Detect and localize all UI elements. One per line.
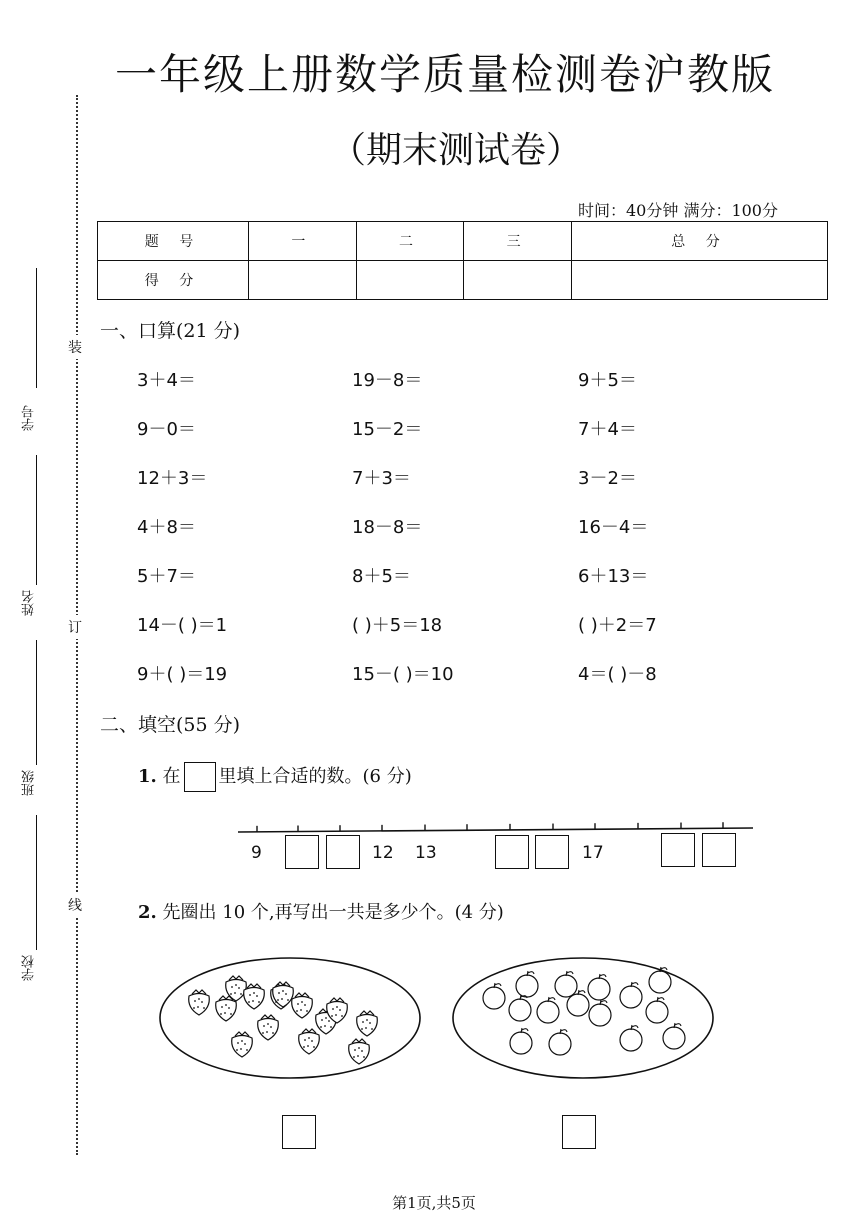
name-line — [36, 455, 37, 585]
arithmetic-item: 5＋7＝ — [137, 566, 196, 587]
arithmetic-item: 15－( )＝10 — [352, 664, 454, 685]
time-score-info: 时间：40分钟 满分：100分 — [578, 201, 778, 220]
page-subtitle: （期末测试卷） — [330, 130, 583, 171]
apple-icon — [516, 971, 538, 997]
strawberry-icon — [189, 990, 210, 1015]
apple-icon — [549, 1029, 571, 1055]
apple-icon — [483, 983, 505, 1009]
arithmetic-item: ( )＋2＝7 — [578, 615, 657, 636]
number-line-label: 17 — [582, 843, 604, 863]
number-line-answer-box[interactable] — [702, 833, 736, 867]
arithmetic-item: 9＋5＝ — [578, 370, 637, 391]
arithmetic-item: 8＋5＝ — [352, 566, 411, 587]
name-label: 姓名 — [22, 590, 37, 616]
apple-icon — [646, 997, 668, 1023]
student-id-label: 学号 — [22, 405, 37, 431]
apple-icon — [588, 974, 610, 1000]
question-1-text-post: 里填上合适的数。(6 分) — [218, 766, 412, 787]
score-table-row — [98, 222, 828, 261]
page-title: 一年级上册数学质量检测卷沪教版 — [115, 50, 776, 99]
arithmetic-item: 6＋13＝ — [578, 566, 649, 587]
number-line-answer-box[interactable] — [495, 835, 529, 869]
question-2 — [138, 898, 504, 924]
strawberry-icon — [258, 1015, 279, 1040]
school-line — [36, 815, 37, 950]
score-input-cell[interactable] — [464, 261, 572, 300]
arithmetic-item: 4＝( )－8 — [578, 664, 657, 685]
arithmetic-item: 12＋3＝ — [137, 468, 208, 489]
number-line-answer-box[interactable] — [661, 833, 695, 867]
score-header-cell: 题 号 — [98, 222, 249, 261]
apple-count-box[interactable] — [562, 1115, 596, 1149]
school-label: 学校 — [22, 955, 37, 981]
fruit-plates — [155, 955, 725, 1095]
apple-icon — [509, 995, 531, 1021]
question-2-text: 先圈出 10 个,再写出一共是多少个。(4 分) — [162, 902, 504, 923]
score-label-cell: 得 分 — [98, 261, 249, 300]
student-id-line — [36, 268, 37, 388]
apple-icon — [620, 1025, 642, 1051]
page-footer: 第1页,共5页 — [392, 1194, 476, 1212]
question-1 — [138, 762, 412, 792]
apple-group — [483, 967, 685, 1055]
number-line-label: 9 — [251, 843, 262, 863]
number-line-axis — [238, 828, 753, 832]
strawberry-icon — [299, 1029, 320, 1054]
strawberry-plate — [160, 958, 420, 1078]
binding-char-ding: 订 — [68, 615, 82, 639]
strawberry-icon — [292, 993, 313, 1018]
section1-heading: 一、口算(21 分) — [100, 320, 241, 342]
strawberry-icon — [232, 1032, 253, 1057]
arithmetic-item: 14－( )＝1 — [137, 615, 228, 636]
example-box — [184, 762, 216, 792]
number-line-label: 13 — [415, 843, 437, 863]
binding-char-xian: 线 — [68, 893, 82, 917]
arithmetic-item: 3－2＝ — [578, 468, 637, 489]
binding-char-zhuang: 装 — [68, 335, 82, 359]
apple-icon — [589, 1000, 611, 1026]
arithmetic-item: 18－8＝ — [352, 517, 423, 538]
number-line-answer-box[interactable] — [285, 835, 319, 869]
question-1-text-pre: 在 — [162, 766, 181, 787]
arithmetic-item: 7＋3＝ — [352, 468, 411, 489]
arithmetic-item: 19－8＝ — [352, 370, 423, 391]
apple-icon — [620, 982, 642, 1008]
arithmetic-item: 3＋4＝ — [137, 370, 196, 391]
apple-plate — [453, 958, 713, 1078]
arithmetic-item: 7＋4＝ — [578, 419, 637, 440]
number-line-answer-box[interactable] — [326, 835, 360, 869]
strawberry-icon — [244, 984, 265, 1009]
class-label: 班级 — [22, 770, 37, 796]
score-table — [97, 221, 828, 300]
score-input-cell[interactable] — [356, 261, 464, 300]
apple-icon — [537, 997, 559, 1023]
arithmetic-item: 9－0＝ — [137, 419, 196, 440]
section2-heading: 二、填空(55 分) — [100, 714, 241, 736]
question-1-number: 1. — [138, 766, 157, 787]
arithmetic-item: 4＋8＝ — [137, 517, 196, 538]
score-header-cell: 二 — [356, 222, 464, 261]
apple-icon — [510, 1028, 532, 1054]
strawberry-icon — [226, 976, 247, 1001]
strawberry-count-box[interactable] — [282, 1115, 316, 1149]
score-input-cell[interactable] — [571, 261, 827, 300]
apple-icon — [663, 1023, 685, 1049]
strawberry-group — [189, 976, 378, 1064]
arithmetic-item: ( )＋5＝18 — [352, 615, 443, 636]
class-line — [36, 640, 37, 765]
question-2-number: 2. — [138, 902, 157, 923]
score-header-cell: 总 分 — [571, 222, 827, 261]
apple-icon — [649, 967, 671, 993]
number-line-answer-box[interactable] — [535, 835, 569, 869]
apple-icon — [555, 971, 577, 997]
strawberry-icon — [357, 1011, 378, 1036]
strawberry-icon — [349, 1039, 370, 1064]
number-line-label: 12 — [372, 843, 394, 863]
score-header-cell: 三 — [464, 222, 572, 261]
score-header-cell: 一 — [249, 222, 357, 261]
score-table-row — [98, 261, 828, 300]
score-input-cell[interactable] — [249, 261, 357, 300]
arithmetic-item: 15－2＝ — [352, 419, 423, 440]
arithmetic-item: 9＋( )＝19 — [137, 664, 228, 685]
arithmetic-item: 16－4＝ — [578, 517, 649, 538]
